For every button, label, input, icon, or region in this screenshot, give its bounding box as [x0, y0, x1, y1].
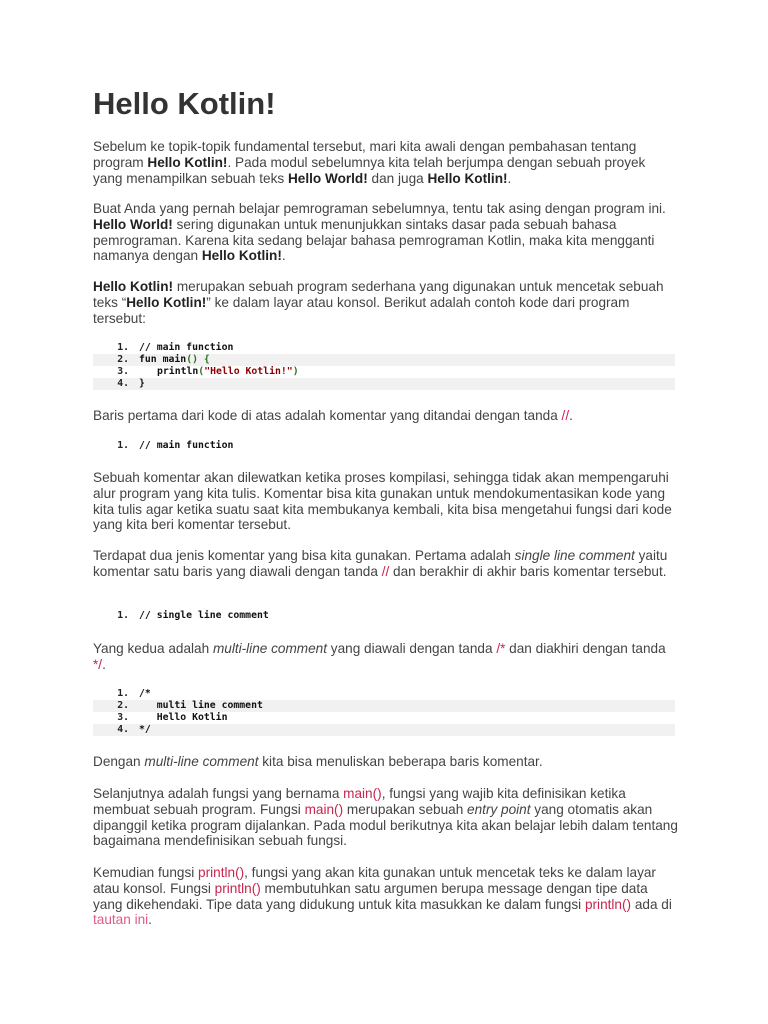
page-title: Hello Kotlin!	[93, 86, 276, 121]
paragraph-single-line: Terdapat dua jenis komentar yang bisa kita gunakan. Pertama adalah single line comment yaitu komentar satu baris yang diawali dengan tanda // dan berakhir di akhir baris komentar tersebut.	[93, 548, 668, 579]
code-block-multi-line	[93, 688, 675, 736]
paragraph-comment-intro: Baris pertama dari kode di atas adalah komentar yang ditandai dengan tanda //.	[93, 408, 573, 423]
code-line: 4. }	[93, 378, 675, 390]
code-line: 2. multi line comment	[93, 700, 675, 712]
code-block-main-function-comment	[93, 440, 675, 452]
code-block-single-line	[93, 610, 675, 622]
paragraph-println: Kemudian fungsi println(), fungsi yang akan kita gunakan untuk mencetak teks ke dalam layar atau konsol. Fungsi println() membutuhkan satu argumen berupa message dengan tipe data yang dikehendaki. Tipe data yang didukung untuk kita masukkan ke dalam fungsi println() ada di tautan ini.	[93, 865, 672, 928]
code-line: 1. // single line comment	[117, 610, 269, 621]
paragraph-hello-world: Buat Anda yang pernah belajar pemrograman sebelumnya, tentu tak asing dengan program ini. Hello World! sering digunakan untuk menunjukkan sintaks dasar pada sebuah bahasa pemrograman. Karena kita sedang belajar bahasa pemrograman Kotlin, maka kita mengganti namanya dengan Hello Kotlin!.	[93, 201, 666, 264]
paragraph-multi-line-usage: Dengan multi-line comment kita bisa menuliskan beberapa baris komentar.	[93, 754, 543, 769]
code-line: 1. // main function	[117, 440, 234, 451]
code-line: 3. println("Hello Kotlin!")	[117, 366, 299, 377]
data-types-link[interactable]: tautan ini	[93, 912, 149, 928]
code-line: 2. fun main() {	[93, 354, 675, 366]
paragraph-hello-kotlin: Hello Kotlin! merupakan sebuah program sederhana yang digunakan untuk mencetak sebuah teks “Hello Kotlin!” ke dalam layar atau konsol. Berikut adalah contoh kode dari program tersebut:	[93, 279, 664, 326]
code-line: 3. Hello Kotlin	[117, 712, 228, 723]
code-block-hello-kotlin	[93, 342, 675, 390]
code-line: 1. /*	[117, 688, 151, 699]
code-line: 4. */	[93, 724, 675, 736]
paragraph-comment-explained: Sebuah komentar akan dilewatkan ketika proses kompilasi, sehingga tidak akan mempengaruhi alur program yang kita tulis. Komentar bisa kita gunakan untuk mendokumentasikan kode yang kita tulis agar ketika suatu saat kita membukanya kembali, kita bisa mengetahui fungsi dari kode yang kita beri komentar tersebut.	[93, 470, 672, 533]
paragraph-multi-line: Yang kedua adalah multi-line comment yang diawali dengan tanda /* dan diakhiri dengan tanda */.	[93, 641, 666, 672]
paragraph-intro: Sebelum ke topik-topik fundamental tersebut, mari kita awali dengan pembahasan tentang program Hello Kotlin!. Pada modul sebelumnya kita telah berjumpa dengan sebuah proyek yang menampilkan sebuah teks Hello World! dan juga Hello Kotlin!.	[93, 139, 646, 186]
paragraph-main-function: Selanjutnya adalah fungsi yang bernama main(), fungsi yang wajib kita definisikan ketika membuat sebuah program. Fungsi main() merupakan sebuah entry point yang otomatis akan dipanggil ketika program dijalankan. Pada modul berikutnya kita akan belajar lebih dalam tentang bagaimana mendefinisikan sebuah fungsi.	[93, 786, 678, 849]
code-line: 1. // main function	[117, 342, 234, 353]
